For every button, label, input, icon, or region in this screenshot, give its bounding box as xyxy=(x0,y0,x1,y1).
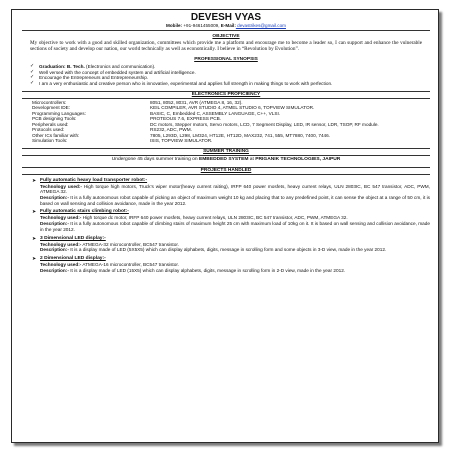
checkmark-icon: ✓ xyxy=(30,74,35,81)
bullet-icon: ➤ xyxy=(32,235,37,242)
training-heading: SUMMER TRAINING xyxy=(22,148,430,156)
project-title: Fully automatic heavy load transporter robot:- xyxy=(40,177,148,183)
header-divider xyxy=(22,30,430,31)
contact-line xyxy=(22,23,430,29)
electronics-heading: ELECTRONICS PROFICIENCY xyxy=(22,91,430,99)
project-desc: Description:- It is a display made of LED (15X5) which can display alphabets, digits, message in scrolling form in 2-D view, made in the year 2012. xyxy=(40,267,346,273)
table-row: Microcontrollers: 8051, 8052, 8031, AVR (ATMEGA 8, 16, 32). xyxy=(32,99,243,105)
project-desc: Description:- It is a fully autonomous robot capable of picking an object of maximum weight 10 kg and placing that to any predefined point, it can sense the object at a range of 50 cm, it is based on wall sensing and collision avoidance, made in the year 2012. xyxy=(40,195,430,206)
candidate-name: DEVESH VYAS xyxy=(190,12,262,23)
synopsis-item: ✓ Encourage the Entrepreneurs and Entrepreneurship. xyxy=(30,74,149,81)
table-row: Programming Languages: BASIC, C, Embedded C, ASSEMBLY LANGUAGE, C++, VLSI. xyxy=(32,110,281,116)
table-row: PCB designing Tools: PROTEOUS 7.6, EXPRESS PCB. xyxy=(32,116,222,122)
table-row: Protocols used: RS232, ADC, PWM. xyxy=(32,127,192,133)
project-title: 2 Dimensional LED display:- xyxy=(40,255,106,261)
synopsis-item: ✓ Well versed with the concept of embedded system and artificial intelligence. xyxy=(30,68,196,75)
checkmark-icon: ✓ xyxy=(30,62,35,69)
bullet-icon: ➤ xyxy=(32,177,37,184)
electronics-table xyxy=(26,100,434,144)
table-row: Other ICs familiar with: 7805, L293D, L298, LM324, HT12E, HT12D, MAX232, 741, 555, MT7880, 7400, 7446. xyxy=(32,132,331,138)
objective-heading: OBJECTIVE xyxy=(212,34,240,39)
synopsis-item: ✓ I am a very enthusiastic and creative person who is innovative, experimental and applies full strength in making things to work with perfection. xyxy=(30,79,333,86)
email-label: E-Mail: xyxy=(220,23,236,28)
mobile-label: Mobile: xyxy=(166,23,183,28)
project-desc: Description:- It is a fully autonomous robot capable of climbing stairs of maximum height 25 cm with maximum load of 10kg on it. It is based on wall sensing and collision avoidance, made in the year 2012. xyxy=(40,221,430,232)
synopsis-list xyxy=(22,64,430,87)
objective-text: My objective to work with a good and skilled organization, committees which provide me a platform and encourage me to become a leader so, I can support and enhance the vulnerable sections of society and develop our nation, our world technically as well as economically. I believe in “Revolution by Evolution”. xyxy=(30,40,422,52)
project-tech: Technology used:- ATMEGA-32 microcontroller, BC547 transistor. xyxy=(40,241,179,247)
project-item xyxy=(22,209,430,232)
table-row: Simulation Tools: ISIS, TOPVIEW SIMULATOR. xyxy=(32,138,213,144)
checkmark-icon: ✓ xyxy=(30,79,35,86)
project-tech: Technology used:- ATMEGA-16 microcontroller, BC547 transistor. xyxy=(40,261,179,267)
synopsis-heading: PROFESSIONAL SYNOPSIS xyxy=(194,56,258,62)
bullet-icon: ➤ xyxy=(32,209,37,216)
training-text: Undergone 45 days summer training on EMBEDDED SYSTEM at PRIGANIK TECHNOLOGIES, JAIPUR xyxy=(111,156,341,162)
project-desc: Description:- It is a display made of LED (5X5X5) which can display alphabets, digits, message in scrolling form and some objects in 3-D view, made in the year 2012. xyxy=(40,247,387,253)
project-item xyxy=(22,256,430,273)
projects-heading: PROJECTS HANDLED xyxy=(22,167,430,175)
table-row: Development IDE: KEIL COMPILER, AVR STUDIO 4, ATMEL STUDIO 6, TOPVIEW SIMULATOR. xyxy=(32,105,315,111)
table-row: Peripherals used: DC motors, Stepper motors, Servo motors, LCD, 7 Segment Display, LED, IR sensor, LDR, TSOP, RF module. xyxy=(32,121,379,127)
project-title: 3 Dimensional LED display:- xyxy=(40,235,106,241)
project-title: Fully automatic stairs climbing robot:- xyxy=(40,209,129,215)
synopsis-item: ✓ Graduation: B. Tech. (Electronics and communication). xyxy=(30,62,156,69)
project-tech: Technology used:- High torque dc motor, IRFP 640 power mosfets, heavy current relays, ULN 2803IC, BC 547 transistor, ADC, PWM, ATMEGA 32. xyxy=(40,215,348,221)
email-link[interactable]: devastrikes@gmail.com xyxy=(235,23,286,28)
checkmark-icon: ✓ xyxy=(30,68,35,75)
project-tech: Technology used:- High torque high motors, Truck’s wiper motor(heavy current raiting), IRFP 640 power mosfets, heavy current relays, ULN 2803IC, BC 547 transistor, ADC, PWM, ATMEGA 32. xyxy=(40,183,430,195)
project-item xyxy=(22,178,430,207)
resume-page xyxy=(11,9,439,443)
bullet-icon: ➤ xyxy=(32,255,37,262)
project-item xyxy=(22,236,430,253)
mobile-number: +91-9461455009, xyxy=(182,23,221,28)
